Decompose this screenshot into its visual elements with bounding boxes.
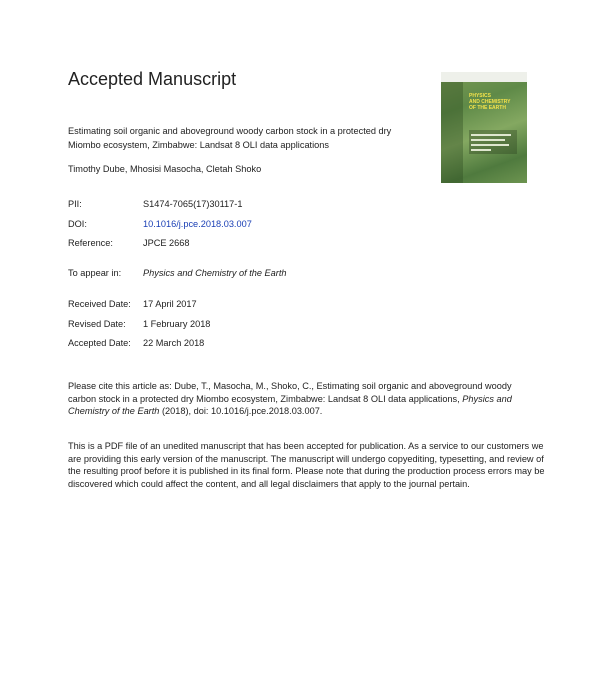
cover-title-line: AND CHEMISTRY bbox=[469, 99, 511, 105]
article-authors: Timothy Dube, Mhosisi Masocha, Cletah Shoko bbox=[68, 164, 262, 174]
journal-cover-image bbox=[441, 72, 527, 183]
doi-link[interactable]: 10.1016/j.pce.2018.03.007 bbox=[143, 219, 252, 229]
citation-paragraph bbox=[68, 380, 538, 418]
cover-text-line bbox=[471, 149, 491, 151]
cover-side-strip bbox=[441, 82, 463, 183]
article-title bbox=[68, 124, 428, 152]
meta-label: To appear in: bbox=[68, 268, 122, 278]
cover-top-bar bbox=[441, 72, 527, 82]
meta-label: Received Date: bbox=[68, 299, 131, 309]
meta-value: 17 April 2017 bbox=[143, 299, 197, 309]
cover-journal-title bbox=[469, 93, 510, 111]
meta-label: PII: bbox=[68, 199, 82, 209]
meta-doi bbox=[68, 219, 252, 229]
cover-text-line bbox=[471, 144, 509, 146]
page-title: Accepted Manuscript bbox=[68, 69, 237, 89]
meta-reference bbox=[68, 238, 190, 248]
meta-value: JPCE 2668 bbox=[143, 238, 190, 248]
article-title-line: Miombo ecosystem, Zimbabwe: Landsat 8 OLI data applications bbox=[68, 140, 329, 150]
meta-label: Accepted Date: bbox=[68, 338, 131, 348]
meta-value: Physics and Chemistry of the Earth bbox=[143, 268, 287, 278]
cover-text-line bbox=[471, 139, 505, 141]
meta-revised-date bbox=[68, 319, 211, 329]
citation-journal: Physics and Chemistry of the Earth bbox=[68, 393, 512, 416]
meta-value: S1474-7065(17)30117-1 bbox=[143, 199, 243, 209]
meta-value: 22 March 2018 bbox=[143, 338, 205, 348]
citation-text: Please cite this article as: Dube, T., Masocha, M., Shoko, C., Estimating soil organic and aboveground woody carbon stock in a protected dry Miombo ecosystem, Zimbabwe: Landsat 8 OLI data applications, bbox=[68, 381, 512, 404]
citation-doi-text: (2018), doi: 10.1016/j.pce.2018.03.007. bbox=[161, 406, 323, 416]
meta-to-appear bbox=[68, 268, 287, 278]
meta-accepted-date bbox=[68, 338, 205, 348]
article-title-line: Estimating soil organic and aboveground woody carbon stock in a protected dry bbox=[68, 126, 392, 136]
cover-text-line bbox=[471, 134, 511, 136]
meta-label: Revised Date: bbox=[68, 319, 126, 329]
meta-pii bbox=[68, 199, 243, 209]
meta-label: Reference: bbox=[68, 238, 113, 248]
meta-received-date bbox=[68, 299, 197, 309]
meta-value: 1 February 2018 bbox=[143, 319, 211, 329]
cover-title-line: PHYSICS bbox=[469, 93, 491, 99]
disclaimer-paragraph: This is a PDF file of an unedited manuscript that has been accepted for publication. As a service to our customers we are providing this early version of the manuscript. The manuscript will undergo copyediting, typesetting, and review of the resulting proof before it is published in its final form. Please note that during the production process errors may be discovered which could affect the content, and all legal disclaimers that apply to the journal pertain. bbox=[68, 441, 545, 489]
meta-label: DOI: bbox=[68, 219, 87, 229]
cover-title-line: OF THE EARTH bbox=[469, 105, 506, 111]
